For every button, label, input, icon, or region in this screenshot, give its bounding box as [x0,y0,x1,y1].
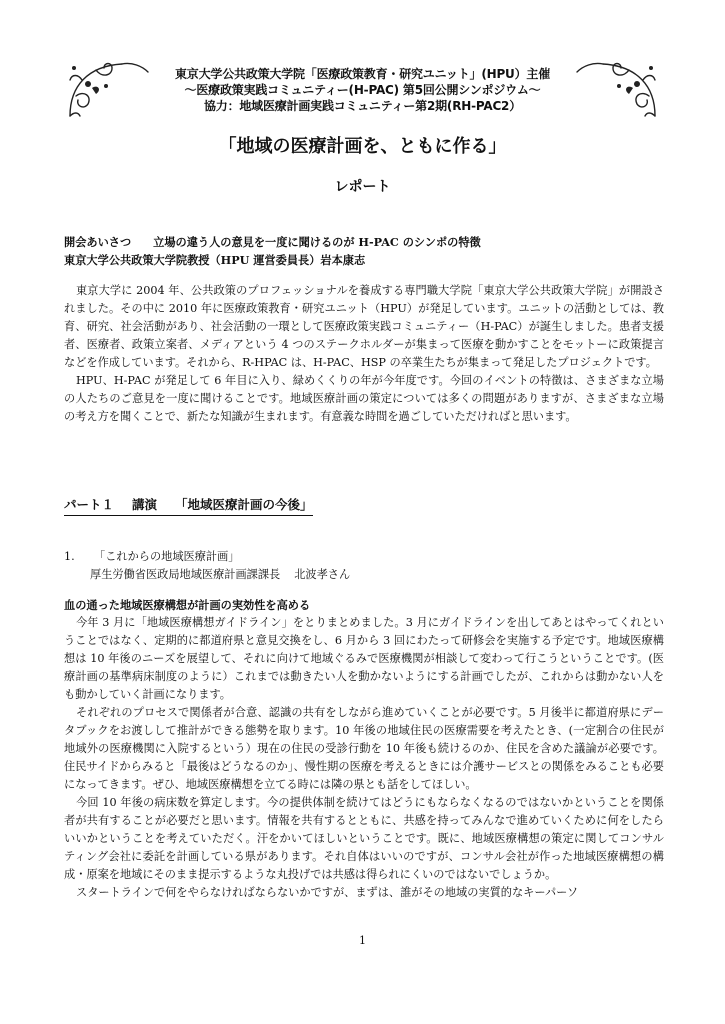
section-heading: 血の通った地域医療構想が計画の実効性を高める [64,598,311,612]
lecture-info [64,548,664,584]
opening-heading [64,233,664,251]
part-heading [64,495,313,516]
greeting-body [64,282,664,426]
lecture-number: 1. [64,550,75,563]
greeting-paragraph: 東京大学に 2004 年、公共政策のプロフェッショナルを養成する専門職大学院「東京大学公共政策大学院」が開設されました。その中に 2010 年に医療政策教育・研究ユニット（HPU）が発足しています。ユニットの活動としては、教育、研究、社会活動があり、社会活動の一環として医療政策実践コミュニティー（H-PAC）が誕生しました。患者支援者、医療者、政策立案者、メディアという 4 つのステークホルダーが集まって医療を動かすことをモットーに政策提言などを作成しています。それから、R-HPAC は、H-PAC、HSP の卒業生たちが集まって発足したプロジェクトです。 [64,284,664,369]
part-label: パート１ [64,497,115,512]
part-title: 「地域医療計画の今後」 [175,497,313,512]
lecture-section [64,596,664,902]
page-number: 1 [359,934,366,947]
document-subtitle: レポート [334,179,391,195]
speaker-role: 厚生労働省医政局地域医療計画課課長 [90,568,281,581]
part-kind: 講演 [132,497,158,512]
section-paragraph: 今回 10 年後の病床数を算定します。今の提供体制を続けてはどうにもならなくなるのではないかということを関係者が共有することが必要だと思います。情報を共有するとともに、共感を持ってみんなで進めていくために何をしたらいいかということを考えていただく。汗をかいてほしいということです。既に、地域医療構想の策定に関してコンサルティング会社に委託を計画している県があります。それ自体はいいのですが、コンサル会社が作った地域医療構想の構成・原案を地域にそのまま提示するような丸投げでは共感は得られにくいのではないでしょうか。 [64,796,664,881]
section-paragraph: スタートラインで何をやらなければならないかですが、まずは、誰がその地域の実質的なキーパーソ [76,886,579,899]
event-header [150,66,575,114]
speaker-name: 北波孝さん [294,568,351,581]
header-symposium-line: 〜医療政策実践コミュニティー(H-PAC) 第5回公開シンポジウム〜 [184,83,541,97]
flourish-ornament-right-icon [571,56,663,120]
opening-speaker: 東京大学公共政策大学院教授（HPU 運営委員長）岩本康志 [64,253,366,267]
opening-remarks [64,233,664,269]
greeting-paragraph: HPU、H-PAC が発足して 6 年目に入り、緑めくくりの年が今年度です。今回のイベントの特徴は、さまざまな立場の人たちのご意見を一度に聞けることです。地域医療計画の策定については多くの問題がありますが、さまざまな立場の考え方を聞くことで、新たな知識が生まれます。有意義な時間を過ごしていただければと思います。 [64,374,664,423]
lecture-title-row [64,548,664,566]
header-cooperation-line: 協力：地域医療計画実践コミュニティー第2期(RH-PAC2） [203,99,522,113]
opening-topic: 立場の違う人の意見を一度に聞けるのが H-PAC のシンポの特徴 [153,235,481,249]
document-title: 「地域の医療計画を、ともに作る」 [218,136,507,157]
opening-label: 開会あいさつ [64,235,132,249]
lecture-speaker [64,566,664,584]
header-organizer-line: 東京大学公共政策大学院「医療政策教育・研究ユニット」(HPU）主催 [175,67,550,81]
lecture-title: 「これからの地域医療計画」 [94,550,240,563]
flourish-ornament-left-icon [62,56,154,120]
section-paragraph: 今年 3 月に「地域医療構想ガイドライン」をとりまとめました。3 月にガイドラインを出してあとはやってくれということではなく、定期的に都道府県と意見交換をし、6 月から 3 回にわたって研修会を実施する予定です。地域医療構想は 10 年後のニーズを展望して、それに向けて地域ぐるみで医療機関が相談して変わって行こうということです。(医療計画の基準病床制度のように）これまでは動きたい人を動かないようにする計画でしたが、これからは動かない人をも動かしていく計画になります。 [64,616,664,701]
section-paragraph: それぞれのプロセスで関係者が合意、認識の共有をしながら進めていくことが必要です。5 月後半に都道府県にデータブックをお渡しして推計ができる態勢を取ります。10 年後の地域住民の医療需要を考えたとき、(一定割合の住民が地域外の医療機関に入院するという）現在の住民の受診行動を 10 年後も続けるのか、住民を含めた議論が必要です。住民サイドからみると「最後はどうなるのか」、慢性期の医療を考えるときには介護サービスとの関係をみることも必要になってきます。ぜひ、地域医療構想を立てる時には隣の県とも話をしてほしい。 [64,706,664,791]
